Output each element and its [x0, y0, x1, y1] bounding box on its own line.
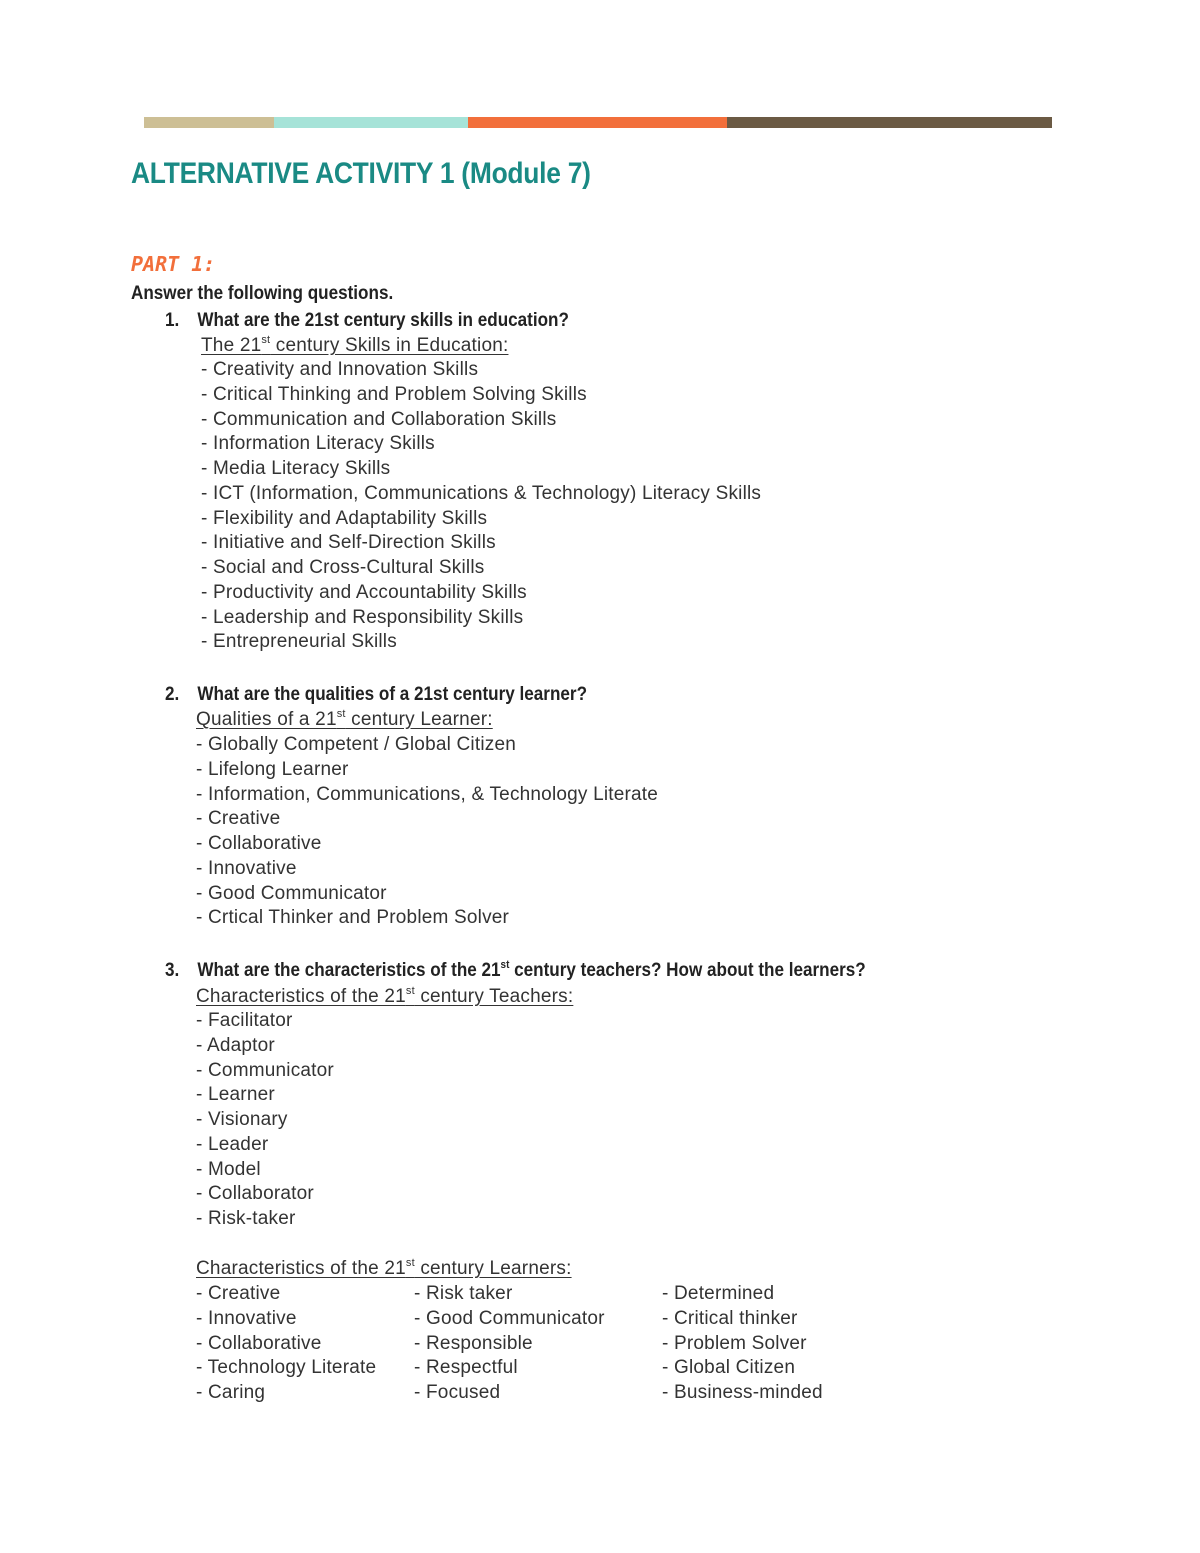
list-item: - Information Literacy Skills	[201, 433, 435, 455]
color-bar-segment-orange	[468, 117, 727, 128]
instruction-text: Answer the following questions.	[131, 283, 394, 304]
question-number: 1.	[165, 310, 180, 331]
list-item: - Creative	[196, 808, 281, 830]
list-item: - Learner	[196, 1084, 275, 1106]
question-3	[165, 960, 866, 982]
list-item: - Collaborative	[196, 833, 322, 854]
list-item: - Initiative and Self-Direction Skills	[201, 532, 496, 554]
list-item: - Globally Competent / Global Citizen	[196, 734, 516, 755]
list-item: - Business-minded	[662, 1382, 823, 1403]
question-1	[165, 310, 569, 332]
list-item: - Critical Thinking and Problem Solving Skills	[201, 383, 587, 405]
color-bar-segment-brown	[727, 117, 1052, 128]
list-item: - Information, Communications, & Technology Literate	[196, 783, 659, 805]
question-number: 3.	[165, 960, 180, 981]
q3-learners-column-3	[662, 1282, 823, 1406]
list-item: - Global Citizen	[662, 1357, 796, 1379]
list-item: - Lifelong Learner	[196, 758, 349, 780]
question-text: What are the 21st century skills in education?	[197, 310, 569, 331]
list-item: - Innovative	[196, 857, 297, 879]
list-item: - Focused	[414, 1382, 501, 1403]
list-item: - Leader	[196, 1133, 269, 1155]
list-item: - Problem Solver	[662, 1332, 807, 1354]
q2-qualities-list	[196, 733, 658, 931]
q1-skills-list	[201, 358, 761, 655]
list-item: - Communication and Collaboration Skills	[201, 408, 557, 430]
color-bar-segment-tan	[144, 117, 274, 128]
question-2	[165, 684, 587, 706]
list-item: - Adaptor	[196, 1034, 275, 1056]
list-item: - Productivity and Accountability Skills	[201, 581, 527, 603]
page-title: ALTERNATIVE ACTIVITY 1 (Module 7)	[131, 157, 591, 190]
list-item: - ICT (Information, Communications & Technology) Literacy Skills	[201, 482, 762, 504]
list-item: - Leadership and Responsibility Skills	[201, 606, 524, 628]
q1-subheading: The 21st century Skills in Education:	[201, 334, 509, 356]
q3-learners-column-2	[414, 1282, 605, 1406]
list-item: - Media Literacy Skills	[201, 458, 391, 479]
part-label: PART 1:	[131, 252, 216, 276]
question-text: What are the qualities of a 21st century learner?	[197, 684, 588, 705]
list-item: - Determined	[662, 1283, 775, 1304]
list-item: - Risk-taker	[196, 1208, 296, 1229]
list-item: - Model	[196, 1158, 261, 1180]
list-item: - Technology Literate	[196, 1357, 377, 1379]
q3-teachers-heading: Characteristics of the 21st century Teachers:	[196, 985, 574, 1007]
list-item: - Facilitator	[196, 1010, 293, 1031]
list-item: - Responsible	[414, 1332, 533, 1354]
q2-subheading: Qualities of a 21st century Learner:	[196, 708, 493, 730]
list-item: - Innovative	[196, 1307, 297, 1329]
list-item: - Creativity and Innovation Skills	[201, 359, 479, 380]
color-bar-segment-aqua	[274, 117, 468, 128]
list-item: - Good Communicator	[196, 882, 387, 904]
list-item: - Flexibility and Adaptability Skills	[201, 507, 488, 529]
list-item: - Social and Cross-Cultural Skills	[201, 557, 485, 578]
list-item: - Crtical Thinker and Problem Solver	[196, 907, 510, 929]
list-item: - Collaborative	[196, 1332, 322, 1354]
question-number: 2.	[165, 684, 180, 705]
list-item: - Entrepreneurial Skills	[201, 631, 397, 653]
q3-teachers-list	[196, 1009, 334, 1232]
question-text: What are the characteristics of the 21st century teachers? How about the learners?	[197, 959, 866, 981]
list-item: - Communicator	[196, 1059, 334, 1081]
list-item: - Visionary	[196, 1109, 288, 1130]
q3-learners-heading: Characteristics of the 21st century Learners:	[196, 1257, 572, 1279]
list-item: - Risk taker	[414, 1283, 513, 1304]
list-item: - Caring	[196, 1382, 266, 1403]
list-item: - Respectful	[414, 1357, 518, 1379]
list-item: - Collaborator	[196, 1183, 314, 1205]
list-item: - Good Communicator	[414, 1307, 605, 1329]
list-item: - Critical thinker	[662, 1307, 798, 1329]
q3-learners-column-1	[196, 1282, 376, 1406]
list-item: - Creative	[196, 1283, 281, 1304]
